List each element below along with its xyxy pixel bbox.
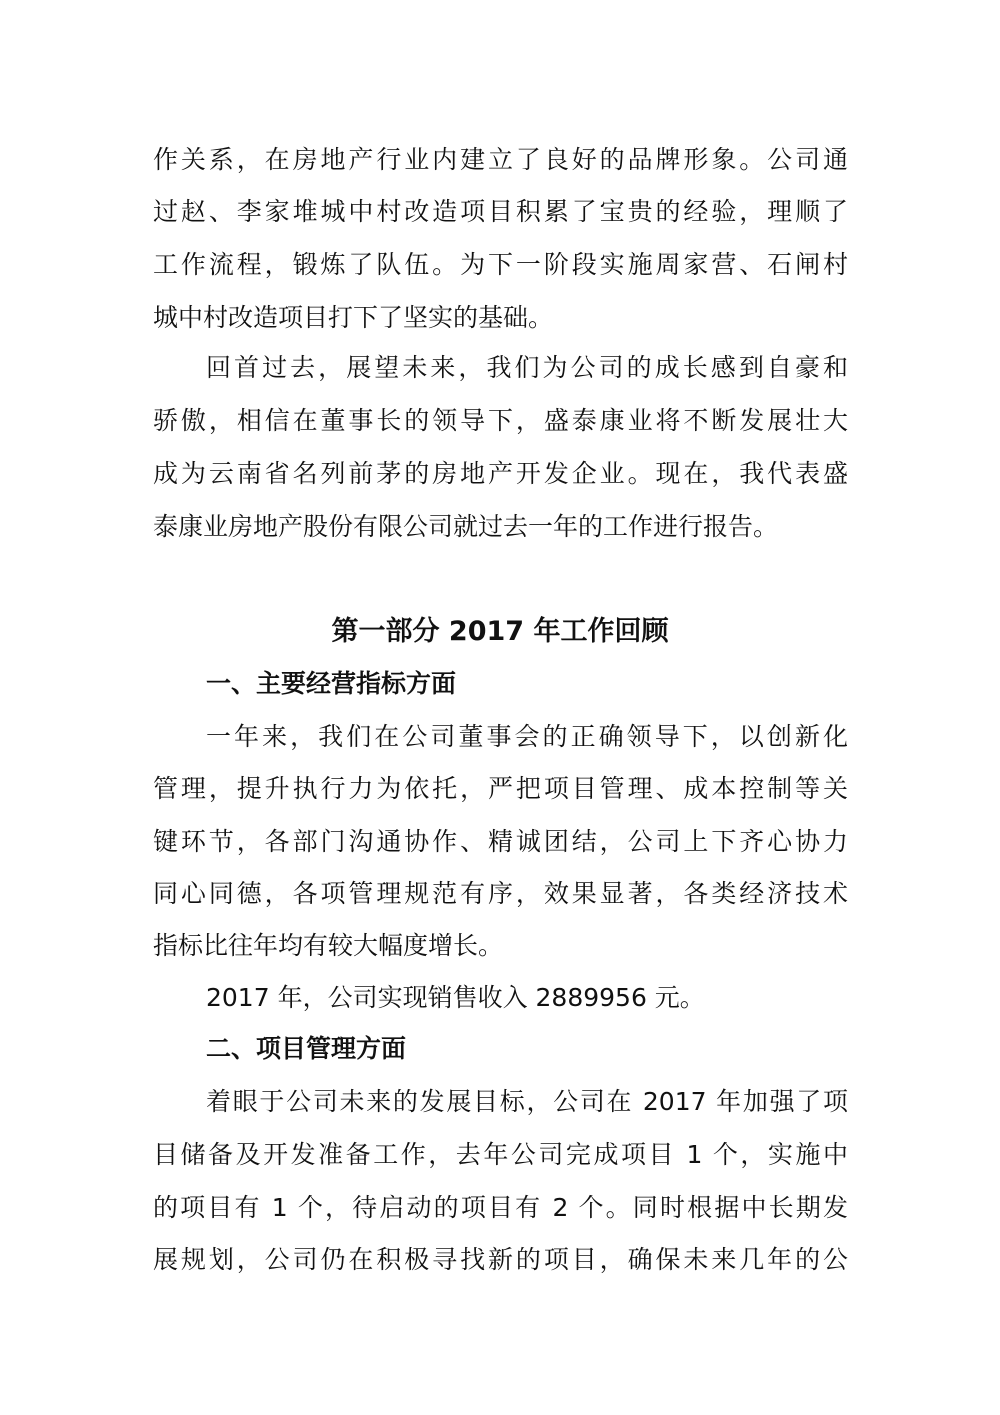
text-line: 成为云南省名列前茅的房地产开发企业。现在，我代表盛 [153,459,848,488]
text-line: 城中村改造项目打下了坚实的基础。 [153,303,554,332]
text-line: 的项目有 1 个，待启动的项目有 2 个。同时根据中长期发 [153,1193,848,1222]
text-line: 作关系，在房地产行业内建立了良好的品牌形象。公司通 [153,145,848,174]
text-line: 键环节，各部门沟通协作、精诚团结，公司上下齐心协力 [153,827,848,856]
text-line: 2017 年，公司实现销售收入 2889956 元。 [206,983,705,1012]
text-line: 骄傲，相信在董事长的领导下，盛泰康业将不断发展壮大 [153,406,848,435]
text-line: 泰康业房地产股份有限公司就过去一年的工作进行报告。 [153,512,779,541]
text-line: 管理，提升执行力为依托，严把项目管理、成本控制等关 [153,774,848,803]
text-line: 着眼于公司未来的发展目标，公司在 2017 年加强了项 [206,1087,848,1116]
heading-1: 一、主要经营指标方面 [206,669,457,698]
text-line: 目储备及开发准备工作，去年公司完成项目 1 个，实施中 [153,1140,848,1169]
text-line: 一年来，我们在公司董事会的正确领导下，以创新化 [206,722,848,751]
section-title: 第一部分 2017 年工作回顾 [331,616,669,647]
text-line: 工作流程，锻炼了队伍。为下一阶段实施周家营、石闸村 [153,250,848,279]
text-line: 同心同德，各项管理规范有序，效果显著，各类经济技术 [153,879,848,908]
text-line: 展规划，公司仍在积极寻找新的项目，确保未来几年的公 [153,1245,848,1274]
text-line: 回首过去，展望未来，我们为公司的成长感到自豪和 [206,353,848,382]
text-line: 指标比往年均有较大幅度增长。 [153,931,504,960]
heading-2: 二、项目管理方面 [206,1034,407,1063]
text-line: 过赵、李家堆城中村改造项目积累了宝贵的经验，理顺了 [153,197,848,226]
